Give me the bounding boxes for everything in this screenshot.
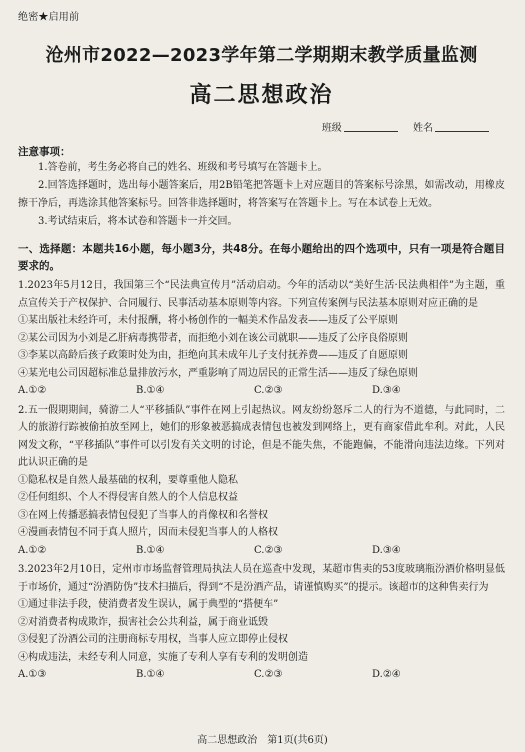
question-2 bbox=[18, 402, 505, 560]
question-item: ②任何组织、个人不得侵害自然人的个人信息权益 bbox=[18, 492, 238, 503]
question-3 bbox=[18, 561, 505, 684]
option-b: B.①④ bbox=[136, 544, 165, 556]
class-blank bbox=[344, 131, 398, 132]
option-d: D.③④ bbox=[372, 544, 401, 556]
question-item: ④漫画表情包不同于真人照片，因而未侵犯当事人的人格权 bbox=[18, 527, 278, 538]
exam-main-title: 沧州市2022—2023学年第二学期期末教学质量监测 bbox=[45, 45, 478, 66]
subject-title: 高二思想政治 bbox=[189, 83, 334, 108]
option-d: D.③④ bbox=[372, 385, 401, 396]
answer-options bbox=[18, 666, 505, 684]
option-a: A.①② bbox=[18, 385, 47, 396]
option-b: B.①④ bbox=[136, 669, 165, 680]
question-item: ④某光电公司因超标准总量排放污水，严重影响了周边居民的正常生活——违反了绿色原则 bbox=[18, 367, 418, 379]
class-label: 班级 bbox=[321, 123, 342, 134]
name-blank bbox=[435, 131, 489, 132]
section-one-text: 本题共16小题，每小题3分，共48分。在每小题给出的四个选项中，只有一项是符合题目要求的。 bbox=[18, 243, 506, 272]
question-item: ③侵犯了汾酒公司的注册商标专用权，当事人应立即停止侵权 bbox=[18, 634, 288, 645]
secret-mark: 绝密★启用前 bbox=[18, 12, 80, 23]
question-item: ③在网上传播恶搞表情包侵犯了当事人的肖像权和名誉权 bbox=[18, 509, 268, 521]
option-c: C.②③ bbox=[254, 544, 283, 556]
notice-item: 3.考试结束后，将本试卷和答题卡一并交回。 bbox=[38, 216, 238, 227]
notice-list bbox=[18, 159, 505, 231]
notice-title: 注意事项： bbox=[18, 146, 71, 158]
page-footer: 高二思想政治 第1页(共6页) bbox=[197, 735, 328, 746]
question-item: ②某公司因为小刘是乙肝病毒携带者，而拒绝小刘在该公司就职——违反了公序良俗原则 bbox=[18, 332, 408, 344]
option-b: B.①④ bbox=[136, 385, 165, 396]
option-c: C.②③ bbox=[254, 385, 283, 396]
notice-item: 1.答卷前，考生务必将自己的姓名、班级和考号填写在答题卡上。 bbox=[38, 162, 328, 173]
question-item: ①隐私权是自然人最基础的权利，要尊重他人隐私 bbox=[18, 474, 238, 486]
question-1 bbox=[18, 277, 505, 400]
option-d: D.②④ bbox=[372, 669, 401, 680]
option-a: A.①② bbox=[18, 544, 47, 556]
option-a: A.①③ bbox=[18, 669, 47, 680]
question-stem: 2.五一假期期间，骑游二人“平移插队”事件在网上引起热议。网友纷纷怒斥二人的行为不道德，与此同时，二人的旅游行踪被偷拍放至网上，她们的形象被恶搞成表情包也被发到网络上，更有商家借此牟利。对此，人民网发文称，“平移插队”事件可以引发有关文明的讨论，但是不能失焦，不能跑偏，不能滑向违法边缘。下列对此认识正确的是 bbox=[18, 404, 505, 468]
name-label: 姓名 bbox=[413, 123, 433, 134]
question-item: ①某出版社未经许可，未付报酬，将小杨创作的一幅美术作品发表——违反了公平原则 bbox=[18, 315, 398, 326]
question-stem: 1.2023年5月12日，我国第三个“民法典宣传月”活动启动。今年的活动以“美好生活·民法典相伴”为主题，重点宣传关于产权保护、合同履行、民事活动基本原则等内容。下列宣传案例与民法基本原则对应正确的是 bbox=[18, 280, 505, 309]
question-stem: 3.2023年2月10日，定州市市场监督管理局执法人员在巡查中发现，某超市售卖的53度玻璃瓶汾酒价格明显低于市场价，通过“汾酒防伪”技术扫描后，得到“不是汾酒产品，请谨慎购买”的提示。该超市的这种售卖行为 bbox=[18, 564, 505, 593]
question-item: ③李某以高龄后孩子政策时处为由，拒绝向其未成年儿子支付抚养费——违反了自愿原则 bbox=[18, 350, 408, 361]
answer-options bbox=[18, 542, 505, 560]
question-item: ②对消费者构成欺诈，损害社会公共利益，属于商业诋毁 bbox=[18, 616, 268, 628]
section-one-heading bbox=[18, 241, 505, 275]
answer-options bbox=[18, 382, 505, 400]
student-info-fields bbox=[18, 119, 505, 134]
question-item: ①通过非法手段，使消费者发生误认，属于典型的“搭便车” bbox=[18, 599, 279, 610]
question-item: ④构成违法，未经专利人同意，实施了专利人享有专利的发明创造 bbox=[18, 651, 308, 663]
section-one-label: 一、选择题： bbox=[18, 243, 83, 255]
notice-item: 2.回答选择题时，选出每小题答案后，用2B铅笔把答题卡上对应题目的答案标号涂黑，如需改动，用橡皮擦干净后，再选涂其他答案标号。回答非选择题时，将答案写在答题卡上。写在本试卷上无效。 bbox=[18, 180, 505, 209]
option-c: C.②③ bbox=[254, 669, 283, 680]
